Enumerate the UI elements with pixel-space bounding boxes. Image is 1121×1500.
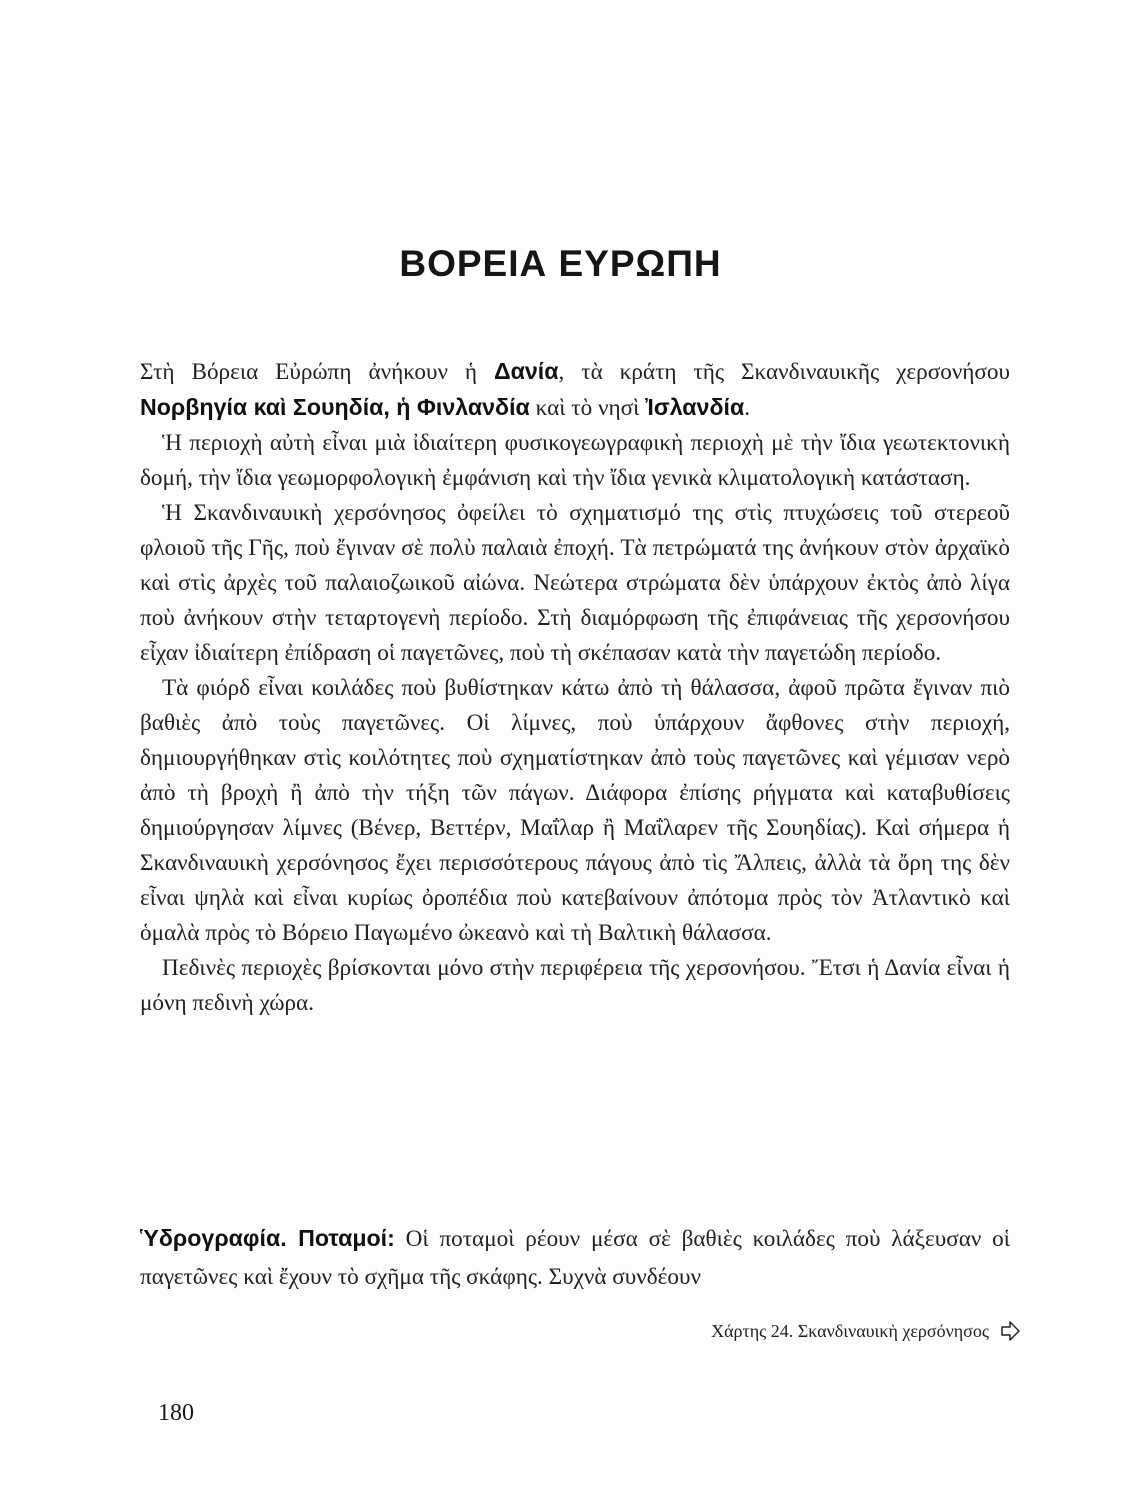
paragraph-geology: Ἡ Σκανδιναυικὴ χερσόνησος ὀφείλει τὸ σχηματισμό της στὶς πτυχώσεις τοῦ στερεοῦ φλοιοῦ τῆς Γῆς, ποὺ ἔγιναν σὲ πολὺ παλαιὰ ἐποχή. Τὰ πετρώματά της ἀνήκουν στὸν ἀρχαϊκὸ καὶ στὶς ἀρχὲς τοῦ παλαιοζωικοῦ αἰώνα. Νεώτερα στρώματα δὲν ὑπάρχουν ἐκτὸς ἀπὸ λίγα ποὺ ἀνήκουν στὴν τεταρτογενὴ περίοδο. Στὴ διαμόρφωση τῆς ἐπιφάνειας τῆς χερσονήσου εἶχαν ἰδιαίτερη ἐπίδραση οἱ παγετῶνες, ποὺ τὴ σκέπασαν κατὰ τὴν παγετώδη περίοδο. bbox=[140, 500, 1010, 666]
main-text bbox=[140, 354, 1010, 1021]
intro-text-end: . bbox=[744, 395, 751, 421]
paragraph-fjords-lakes: Τὰ φιόρδ εἶναι κοιλάδες ποὺ βυθίστηκαν κάτω ἀπὸ τὴ θάλασσα, ἀφοῦ πρῶτα ἔγιναν πιὸ βαθιὲς ἀπὸ τοὺς παγετῶνες. Οἱ λίμνες, ποὺ ὑπάρχουν ἄφθονες στὴν περιοχή, δημιουργήθηκαν στὶς κοιλότητες ποὺ σχηματίστηκαν ἀπὸ τοὺς παγετῶνες καὶ γέμισαν νερὸ ἀπὸ τὴ βροχὴ ἢ ἀπὸ τὴν τήξη τῶν πάγων. Διάφορα ἐπίσης ρήγματα καὶ καταβυθίσεις δημιούργησαν λίμνες (Βένερ, Βεττέρν, Μαΐλαρ ἢ Μαΐλαρεν τῆς Σουηδίας). Καὶ σήμερα ἡ Σκανδιναυικὴ χερσόνησος ἔχει περισσότερους πάγους ἀπὸ τὶς Ἄλπεις, ἀλλὰ τὰ ὄρη της δὲν εἶναι ψηλὰ καὶ εἶναι κυρίως ὀροπέδια ποὺ κατεβαίνουν ἀπότομα πρὸς τὸν Ἀτλαντικὸ καὶ ὁμαλὰ πρὸς τὸ Βόρειο Παγωμένο ὠκεανὸ καὶ τὴ Βαλτικὴ θάλασσα. bbox=[140, 675, 1010, 946]
arrow-right-icon bbox=[999, 1320, 1021, 1342]
intro-text-middle-2: καὶ τὸ νησὶ bbox=[529, 395, 646, 421]
intro-bold-iceland: Ἰσλανδία bbox=[645, 394, 745, 420]
caption-text: Χάρτης 24. Σκανδιναυικὴ χερσόνησος bbox=[711, 1320, 989, 1341]
paragraph-plains: Πεδινὲς περιοχὲς βρίσκονται μόνο στὴν περιφέρεια τῆς χερσονήσου. Ἔτσι ἡ Δανία εἶναι ἡ μόνη πεδινὴ χώρα. bbox=[140, 955, 1010, 1016]
section-text: Οἱ ποταμοὶ ρέουν μέσα σὲ βαθιὲς κοιλάδες ποὺ λάξευσαν οἱ παγετῶνες καὶ ἔχουν τὸ σχῆμα τῆς σκάφης. Συχνὰ συνδέουν bbox=[140, 1226, 1010, 1290]
page-title: ΒΟΡΕΙΑ ΕΥΡΩΠΗ bbox=[399, 243, 722, 284]
intro-bold-denmark: Δανία bbox=[493, 358, 559, 384]
hydrography-section bbox=[140, 1219, 1010, 1296]
intro-paragraph bbox=[140, 354, 1010, 426]
page-number: 180 bbox=[158, 1400, 194, 1426]
paragraph-region: Ἡ περιοχὴ αὐτὴ εἶναι μιὰ ἰδιαίτερη φυσικογεωγραφικὴ περιοχὴ μὲ τὴν ἴδια γεωτεκτονικὴ δομή, τὴν ἴδια γεωμορφολογικὴ ἐμφάνιση καὶ τὴν ἴδια γενικὰ κλιματολογικὴ κατάσταση. bbox=[140, 430, 1010, 491]
intro-text-middle: , τὰ κράτη τῆς Σκανδιναυικῆς χερσονήσου bbox=[558, 359, 1010, 385]
intro-text-start: Στὴ Βόρεια Εὐρώπη ἀνήκουν ἡ bbox=[140, 359, 494, 385]
section-heading: Ὑδρογραφία. Ποταμοί: bbox=[140, 1225, 395, 1251]
map-caption bbox=[711, 1320, 1021, 1342]
intro-bold-norway-sweden-finland: Νορβηγία καὶ Σουηδία, ἡ Φινλανδία bbox=[140, 394, 530, 420]
hydrography-paragraph bbox=[140, 1219, 1010, 1296]
